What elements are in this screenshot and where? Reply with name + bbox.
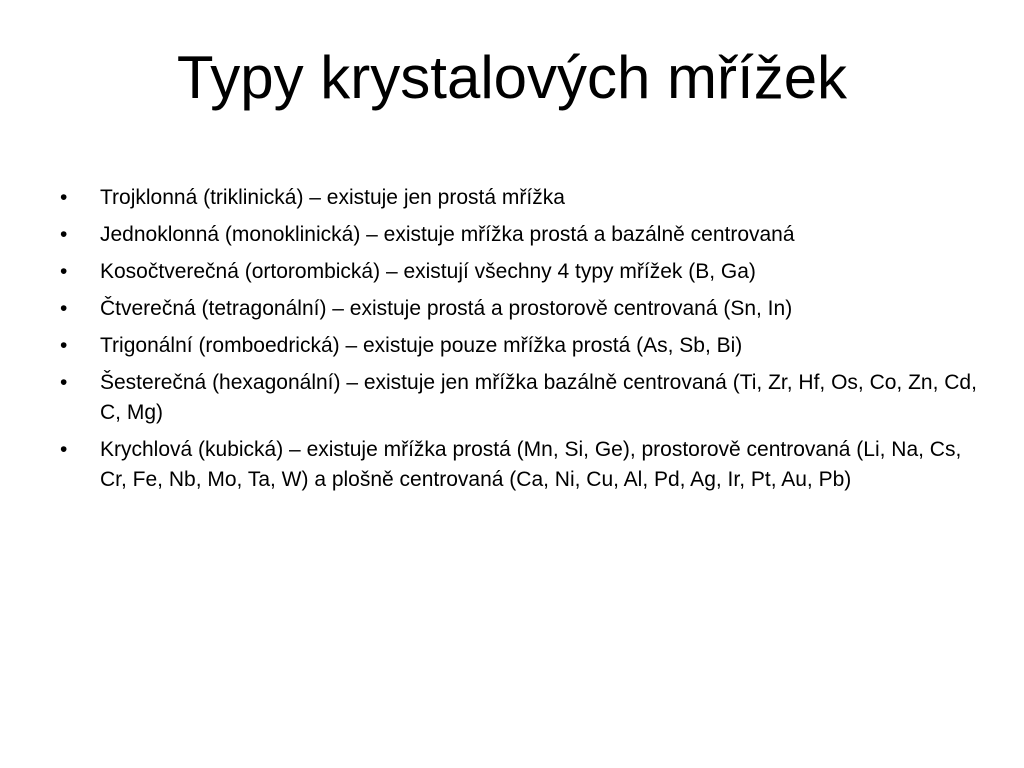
slide-title: Typy krystalových mřížek [176,44,848,111]
bullet-icon: • [60,334,68,357]
bullet-text-orthorhombic: Kosočtverečná (ortorombická) – existují všechny 4 typy mřížek (B, Ga) [100,260,756,283]
bullet-text-cubic: Krychlová (kubická) – existuje mřížka prostá (Mn, Si, Ge), prostorově centrovaná (Li, Na, Cs, Cr, Fe, Nb, Mo, Ta, W) a plošně centrovaná (Ca, Ni, Cu, Al, Pd, Ag, Ir, Pt, Au, Pb) [100,438,962,491]
list-item [58,294,978,324]
bullet-text-triclinic: Trojklonná (triklinická) – existuje jen prostá mřížka [100,186,565,209]
list-item [58,331,978,361]
bullet-text-trigonal: Trigonální (romboedrická) – existuje pouze mřížka prostá (As, Sb, Bi) [100,334,743,357]
bullet-icon: • [60,438,68,461]
list-item [58,368,978,428]
bullet-list [58,183,978,502]
bullet-icon: • [60,186,68,209]
list-item [58,257,978,287]
list-item [58,183,978,213]
bullet-icon: • [60,297,68,320]
bullet-text-hexagonal: Šesterečná (hexagonální) – existuje jen mřížka bazálně centrovaná (Ti, Zr, Hf, Os, Co, Zn, Cd, C, Mg) [100,371,977,424]
list-item [58,220,978,250]
bullet-text-tetragonal: Čtverečná (tetragonální) – existuje prostá a prostorově centrovaná (Sn, In) [100,297,793,320]
list-item [58,435,978,495]
bullet-icon: • [60,223,68,246]
bullet-icon: • [60,260,68,283]
bullet-text-monoclinic: Jednoklonná (monoklinická) – existuje mřížka prostá a bazálně centrovaná [100,223,795,246]
bullet-icon: • [60,371,68,394]
